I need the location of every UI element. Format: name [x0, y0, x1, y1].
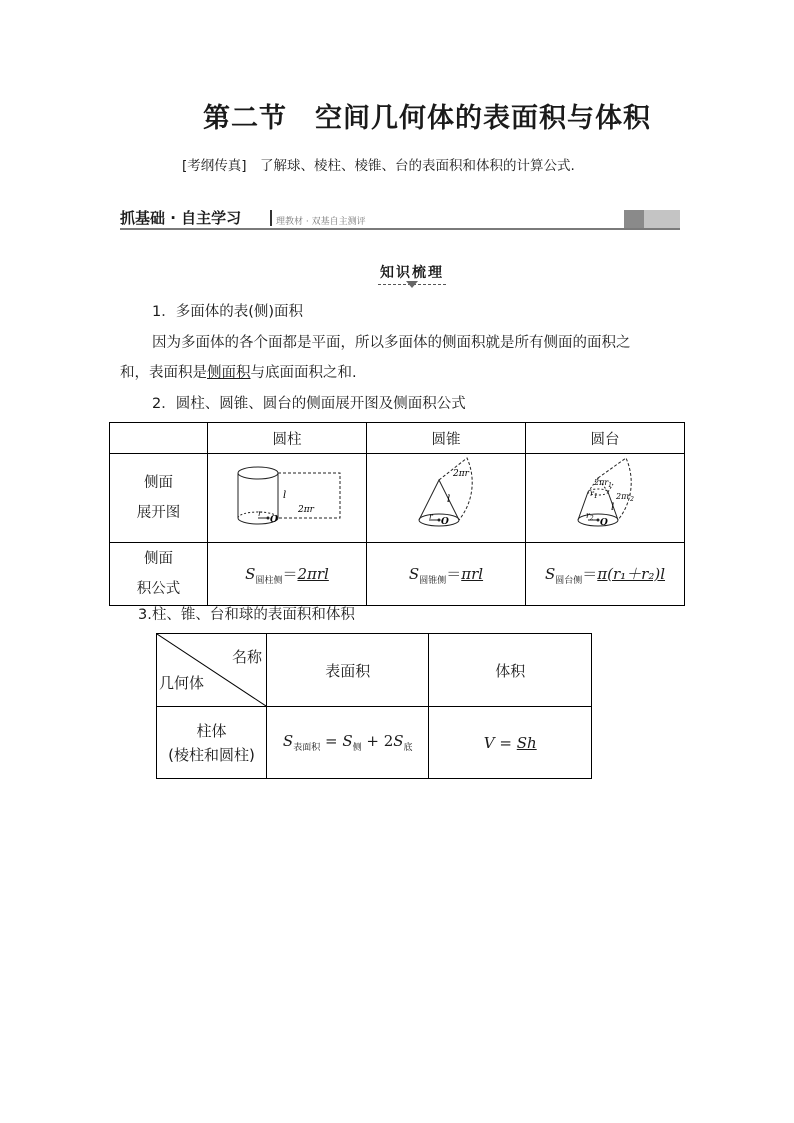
cylinder-r-label: r — [258, 509, 262, 518]
diagonal-header — [157, 634, 267, 707]
cylinder-l-label: l — [283, 490, 287, 501]
row-label-formula — [110, 543, 208, 606]
table-row — [110, 423, 685, 454]
row-label-formula-1: 侧面 — [144, 551, 173, 567]
cone-net-figure — [367, 454, 526, 543]
page-title: 第二节 空间几何体的表面积与体积 — [203, 103, 651, 134]
section1-line2-b: 与底面面积之和. — [250, 365, 357, 381]
table-row — [110, 454, 685, 543]
table-row — [157, 707, 592, 779]
banner-separator — [270, 210, 272, 226]
section-banner — [120, 206, 680, 230]
banner-block-light — [644, 210, 680, 228]
cone-l-label: l — [447, 494, 451, 505]
section1-heading: 1．多面体的表(侧)面积 — [152, 304, 304, 320]
section3-heading: 3.柱、锥、台和球的表面积和体积 — [138, 607, 355, 623]
section1-fill-blank: 侧面积 — [207, 365, 251, 381]
cone-arc-label: 2πr — [453, 469, 469, 479]
diagonal-line — [157, 634, 266, 706]
syllabus-note: [考纲传真] 了解球、棱柱、棱锥、台的表面积和体积的计算公式. — [182, 158, 575, 174]
cylinder-top-ellipse — [238, 467, 278, 479]
table-row — [110, 543, 685, 606]
section1-line2-a: 和，表面积是 — [120, 365, 207, 381]
frustum-net-svg — [526, 454, 684, 538]
frustum-l-label: l — [611, 502, 615, 513]
section1-line2 — [120, 361, 357, 382]
header-solid: 几何体 — [159, 674, 205, 692]
row-label-prism — [157, 707, 267, 779]
cylinder-net-svg — [208, 454, 366, 538]
header-volume: 体积 — [429, 634, 592, 707]
knowledge-heading — [0, 262, 794, 285]
row-label-net-1: 侧面 — [144, 475, 173, 491]
col-header-frustum: 圆台 — [526, 423, 685, 454]
cylinder-arc-label: 2πr — [298, 505, 314, 515]
banner-block-dark — [624, 210, 644, 228]
frustum-r1-label: $r_1$ — [590, 489, 598, 500]
cone-net-svg — [367, 454, 525, 538]
frustum-formula-blank: π(r₁＋r₂)l — [597, 564, 666, 583]
prism-area-formula: $S_{表面积} = S_侧 + 2S_底$ — [267, 707, 429, 779]
row-label-prism-1: 柱体 — [196, 721, 227, 740]
cone-formula: $S_{圆锥侧}=\pi rl$ — [367, 543, 526, 606]
cylinder-formula-blank: 2πrl — [297, 564, 329, 583]
header-area: 表面积 — [267, 634, 429, 707]
section2-heading: 2．圆柱、圆锥、圆台的侧面展开图及侧面积公式 — [152, 396, 466, 412]
cone-r-label: r — [429, 512, 433, 521]
header-name: 名称 — [231, 648, 262, 666]
frustum-o-label: O — [600, 518, 608, 528]
cylinder-net-figure — [208, 454, 367, 543]
prism-volume-formula: V = Sh — [429, 707, 592, 779]
down-triangle-icon — [406, 281, 418, 288]
cylinder-formula: $S_{圆柱侧}=2\pi rl$ — [208, 543, 367, 606]
banner-sublabel: 理教材 · 双基自主测评 — [276, 217, 366, 227]
cone-o-label: O — [441, 517, 449, 527]
col-header-cylinder: 圆柱 — [208, 423, 367, 454]
volume-formula-blank: Sh — [516, 733, 537, 752]
frustum-arc1-label: $2\pi r_1$ — [594, 478, 612, 489]
row-label-prism-2: (棱柱和圆柱) — [168, 745, 255, 764]
col-header-cone: 圆锥 — [367, 423, 526, 454]
surface-volume-table — [156, 633, 592, 779]
knowledge-heading-text: 知识梳理 — [378, 262, 446, 285]
table-corner — [110, 423, 208, 454]
frustum-r2-label: $r_2$ — [586, 511, 594, 522]
cylinder-o-label: O — [270, 515, 278, 525]
banner-rule — [120, 228, 680, 230]
lateral-area-table — [109, 422, 685, 606]
table-row — [157, 634, 592, 707]
cone-formula-blank: πrl — [461, 564, 484, 583]
frustum-net-figure — [526, 454, 685, 543]
row-label-net — [110, 454, 208, 543]
frustum-arc2-label: $2\pi r_2$ — [616, 492, 634, 503]
row-label-net-2: 展开图 — [136, 505, 181, 521]
section1-line1: 因为多面体的各个面都是平面，所以多面体的侧面积就是所有侧面的面积之 — [152, 335, 631, 351]
banner-label: 抓基础 · 自主学习 — [120, 209, 242, 227]
row-label-formula-2: 积公式 — [136, 581, 181, 597]
frustum-formula: $S_{圆台侧}=\pi(r_1+r_2)l$ — [526, 543, 685, 606]
